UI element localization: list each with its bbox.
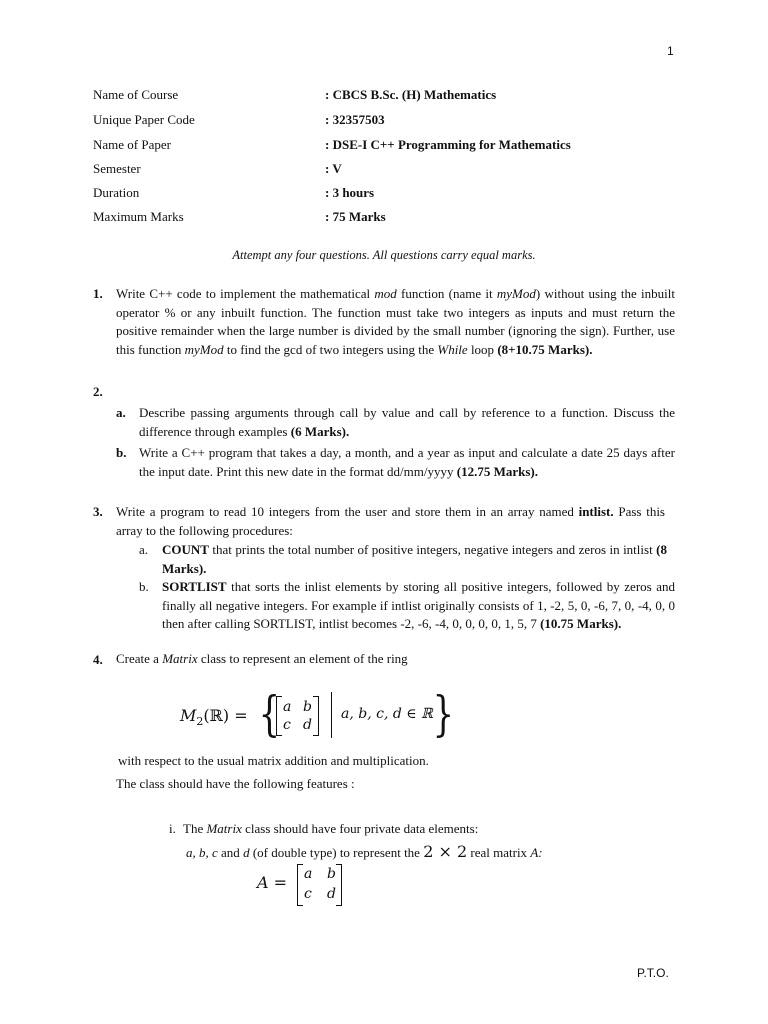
question-1-number: 1. <box>93 286 103 301</box>
meta-value-marks: : 75 Marks <box>325 209 386 224</box>
question-3a-label: a. <box>139 542 149 557</box>
meta-label-semester: Semester <box>93 161 141 176</box>
feature-i-text: The Matrix class should have four private data elements: <box>183 821 479 836</box>
question-2-number: 2. <box>93 384 103 399</box>
question-2b-label: b. <box>116 445 127 460</box>
question-4-number: 4. <box>93 652 103 667</box>
matrix-entry-d: d <box>303 717 312 733</box>
meta-label-paper: Name of Paper <box>93 137 171 152</box>
feature-i-label: i. <box>169 821 176 836</box>
pto-footer: P.T.O. <box>637 966 669 980</box>
matrix-left-bracket <box>276 696 282 736</box>
question-3b-text: SORTLIST that sorts the inlist elements by storing all positive integers, followed by zeros and finally all negative integers. For example if intlist originally consists of 1, -2, 5, 0, -6, 7, 0, -4, 0, 0 then after calling SORTLIST, intlist becomes -2, -6, -4, 0, 0, 0, 0, 1, 5, 7 (10.75 Marks). <box>162 579 675 632</box>
question-4-respect: with respect to the usual matrix addition and multiplication. <box>118 753 429 768</box>
matrix-entry-c: c <box>283 717 291 733</box>
meta-value-paper: : DSE-I C++ Programming for Mathematics <box>325 137 571 152</box>
matrix-A-right-bracket <box>336 864 342 906</box>
meta-label-code: Unique Paper Code <box>93 112 195 127</box>
meta-value-semester: : V <box>325 161 342 176</box>
question-3a-text: COUNT that prints the total number of positive integers, negative integers and zeros in intlist (8 Marks). <box>162 542 667 576</box>
meta-label-duration: Duration <box>93 185 140 200</box>
page-number: 1 <box>667 44 674 58</box>
meta-value-duration: : 3 hours <box>325 185 375 200</box>
instructions: Attempt any four questions. All questions carry equal marks. <box>232 248 536 262</box>
question-3b-label: b. <box>139 579 149 594</box>
question-3-text: Write a program to read 10 integers from the user and store them in an array named intlist. Pass this array to the following procedures: <box>116 504 665 538</box>
question-2b-text: Write a C++ program that takes a day, a month, and a year as input and calculate a date 25 days after the input date. Print this new date in the format dd/mm/yyyy (12.75 Marks). <box>139 445 675 479</box>
meta-label-marks: Maximum Marks <box>93 209 184 224</box>
matrix-entry-a: a <box>283 699 292 715</box>
right-brace-icon: } <box>432 686 454 742</box>
matrix-A-entry-a: a <box>304 866 313 882</box>
matrix-right-bracket <box>313 696 319 736</box>
question-3-number: 3. <box>93 504 103 519</box>
feature-i-vars: a, b, c and d (of double type) to represent the 2 × 2 real matrix A: <box>186 842 543 861</box>
meta-label-course: Name of Course <box>93 87 179 102</box>
question-2a-text: Describe passing arguments through call by value and call by reference to a function. Discuss the difference through examples (6 Marks). <box>139 405 675 439</box>
matrix-A-lhs: A = <box>257 873 288 892</box>
matrix-entry-b: b <box>303 699 312 715</box>
meta-value-code: : 32357503 <box>325 112 385 127</box>
such-that-bar <box>331 692 332 738</box>
left-brace-icon: { <box>258 686 280 742</box>
ring-lhs: $M_2(ℝ)$ = <box>180 706 248 729</box>
ring-condition: a, b, c, d ∈ ℝ <box>341 706 433 722</box>
ring-formula <box>180 686 454 746</box>
matrix-A-entry-b: b <box>327 866 336 882</box>
matrix-A-entry-c: c <box>304 886 312 902</box>
matrix-A-formula <box>257 860 357 910</box>
matrix-A-left-bracket <box>297 864 303 906</box>
meta-value-course: : CBCS B.Sc. (H) Mathematics <box>325 87 497 102</box>
question-4-text: Create a Matrix class to represent an element of the ring <box>116 651 408 666</box>
matrix-A-entry-d: d <box>327 886 336 902</box>
question-1-text: Write C++ code to implement the mathematical mod function (name it myMod) without using the inbuilt operator % or any inbuilt function. The function must take two integers as inputs and must return the positive remainder when the large number is divided by the small number (ignoring the sign). Further, use this function myMod to find the gcd of two integers using the While loop (8+10.75 Marks). <box>116 286 675 357</box>
question-2a-label: a. <box>116 405 126 420</box>
question-4-features: The class should have the following features : <box>116 776 355 791</box>
